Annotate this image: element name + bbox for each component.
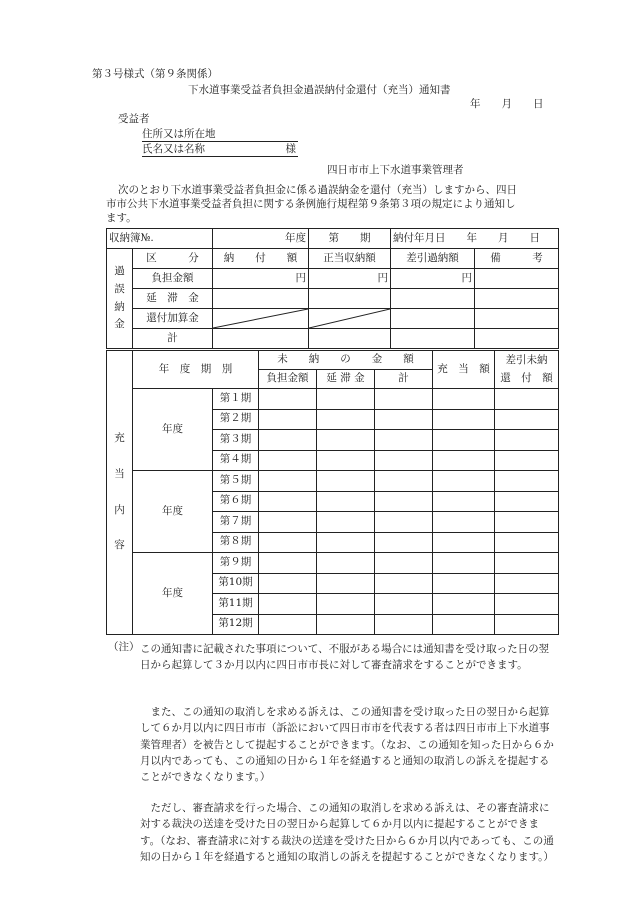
address-label: 住所又は所在地	[142, 128, 216, 140]
period-label: 第８期	[213, 532, 259, 553]
sub-header-charge: 負担金額	[259, 370, 317, 389]
period-label: 第11期	[213, 594, 259, 615]
yen-unit: 円	[309, 269, 391, 289]
remarks-cell	[475, 269, 559, 289]
body-line-3: ます。	[106, 212, 137, 224]
name-label: 氏名又は名称	[142, 143, 205, 155]
col-header-paid: 納 付 額	[213, 249, 309, 269]
sama-label: 様	[285, 143, 296, 155]
sub-header-total: 計	[375, 370, 433, 389]
period-label: 第２期	[213, 409, 259, 430]
diagonal-slash	[309, 309, 391, 329]
diagonal-slash	[213, 309, 309, 329]
period-label: 第９期	[213, 553, 259, 574]
recipient-label: 受益者	[118, 113, 150, 125]
table-row	[107, 329, 559, 349]
row-label: 計	[133, 329, 213, 349]
sub-header-late-fee: 延 滞 金	[317, 370, 375, 389]
note-3: ただし、審査請求を行った場合、この通知の取消しを求める訴えは、その審査請求に対する裁決の送達を受けた日の翌日から起算して６か月以内に提起することができます。（なお、審査請求に対する裁決の送達を受けた日から６か月以内であっても、この通知の日から１年を経過すると通知の取消しの訴えを提起することができなくなります。）	[140, 802, 554, 863]
col-header-unpaid: 未 納 の 金 額	[259, 351, 433, 370]
table-row	[107, 249, 559, 269]
period-label: 第10期	[213, 573, 259, 594]
period-label: 第５期	[213, 471, 259, 492]
row-label: 還付加算金	[133, 309, 213, 329]
date-line: 年 月 日	[470, 98, 544, 110]
year-label: 年度	[133, 553, 213, 635]
col-header-refund: 差引未納 還 付 額	[495, 351, 559, 389]
year-label: 年度	[133, 389, 213, 471]
col-header-proper: 正当収納額	[309, 249, 391, 269]
table-row	[107, 351, 559, 370]
body-line-2: 市市公共下水道事業受益者負担に関する条例施行規程第９条第３項の規定により通知し	[106, 198, 516, 210]
payment-date-cell: 納付年月日 年 月 日	[391, 229, 559, 249]
address-field	[142, 128, 298, 142]
name-field	[142, 143, 298, 157]
allocation-table	[106, 350, 559, 635]
col-header-remarks: 備 考	[475, 249, 559, 269]
form-number: 第３号様式（第９条関係）	[92, 68, 218, 80]
period-label: 第６期	[213, 491, 259, 512]
note-1: この通知書に記載された事項について、不服がある場合には通知書を受け取った日の翌日から起算して３か月以内に四日市市長に対して審査請求をすることができます。	[140, 643, 550, 672]
year-label: 年度	[133, 471, 213, 553]
period-label: 第３期	[213, 430, 259, 451]
col-header-overpaid: 差引過納額	[391, 249, 475, 269]
period-label: 第１期	[213, 389, 259, 410]
body-line-1: 次のとおり下水道事業受益者負担金に係る過誤納金を還付（充当）しますから、四日	[118, 184, 517, 196]
col-header-category: 区 分	[133, 249, 213, 269]
fiscal-year-cell: 年度	[213, 229, 309, 249]
row-label: 延 滞 金	[133, 289, 213, 309]
col-header-year-period: 年 度 期 別	[133, 351, 259, 389]
yen-unit: 円	[391, 269, 475, 289]
table-row	[107, 553, 559, 574]
yen-unit: 円	[213, 269, 309, 289]
period-label: 第12期	[213, 614, 259, 635]
note-mark: （注）	[108, 641, 140, 653]
receipt-number-label: 収納簿№.	[107, 229, 213, 249]
note-2: また、この通知の取消しを求める訴えは、この通知書を受け取った日の翌日から起算して６か月以内に四日市市（訴訟において四日市市を代表する者は四日市市上下水道事業管理者）を被告として提起することができます。（なお、この通知を知った日から６か月以内であっても、この通知の日から１年を経過すると通知の取消しの訴えを提起することができなくなります。）	[140, 706, 554, 784]
refund-summary-table	[106, 228, 559, 349]
overpayment-side-label: 過 誤 納 金	[107, 249, 133, 349]
allocation-side-label: 充 当 内 容	[107, 351, 133, 635]
period-label: 第４期	[213, 450, 259, 471]
period-label: 第７期	[213, 512, 259, 533]
table-row	[107, 309, 559, 329]
table-row	[107, 269, 559, 289]
table-row	[107, 289, 559, 309]
document-title: 下水道事業受益者負担金過誤納付金還付（充当）通知書	[188, 84, 451, 96]
row-label: 負担金額	[133, 269, 213, 289]
col-header-applied: 充 当 額	[433, 351, 495, 389]
table-row	[107, 389, 559, 410]
table-row	[107, 229, 559, 249]
period-cell: 第 期	[309, 229, 391, 249]
issuer: 四日市市上下水道事業管理者	[327, 164, 464, 176]
table-row	[107, 471, 559, 492]
